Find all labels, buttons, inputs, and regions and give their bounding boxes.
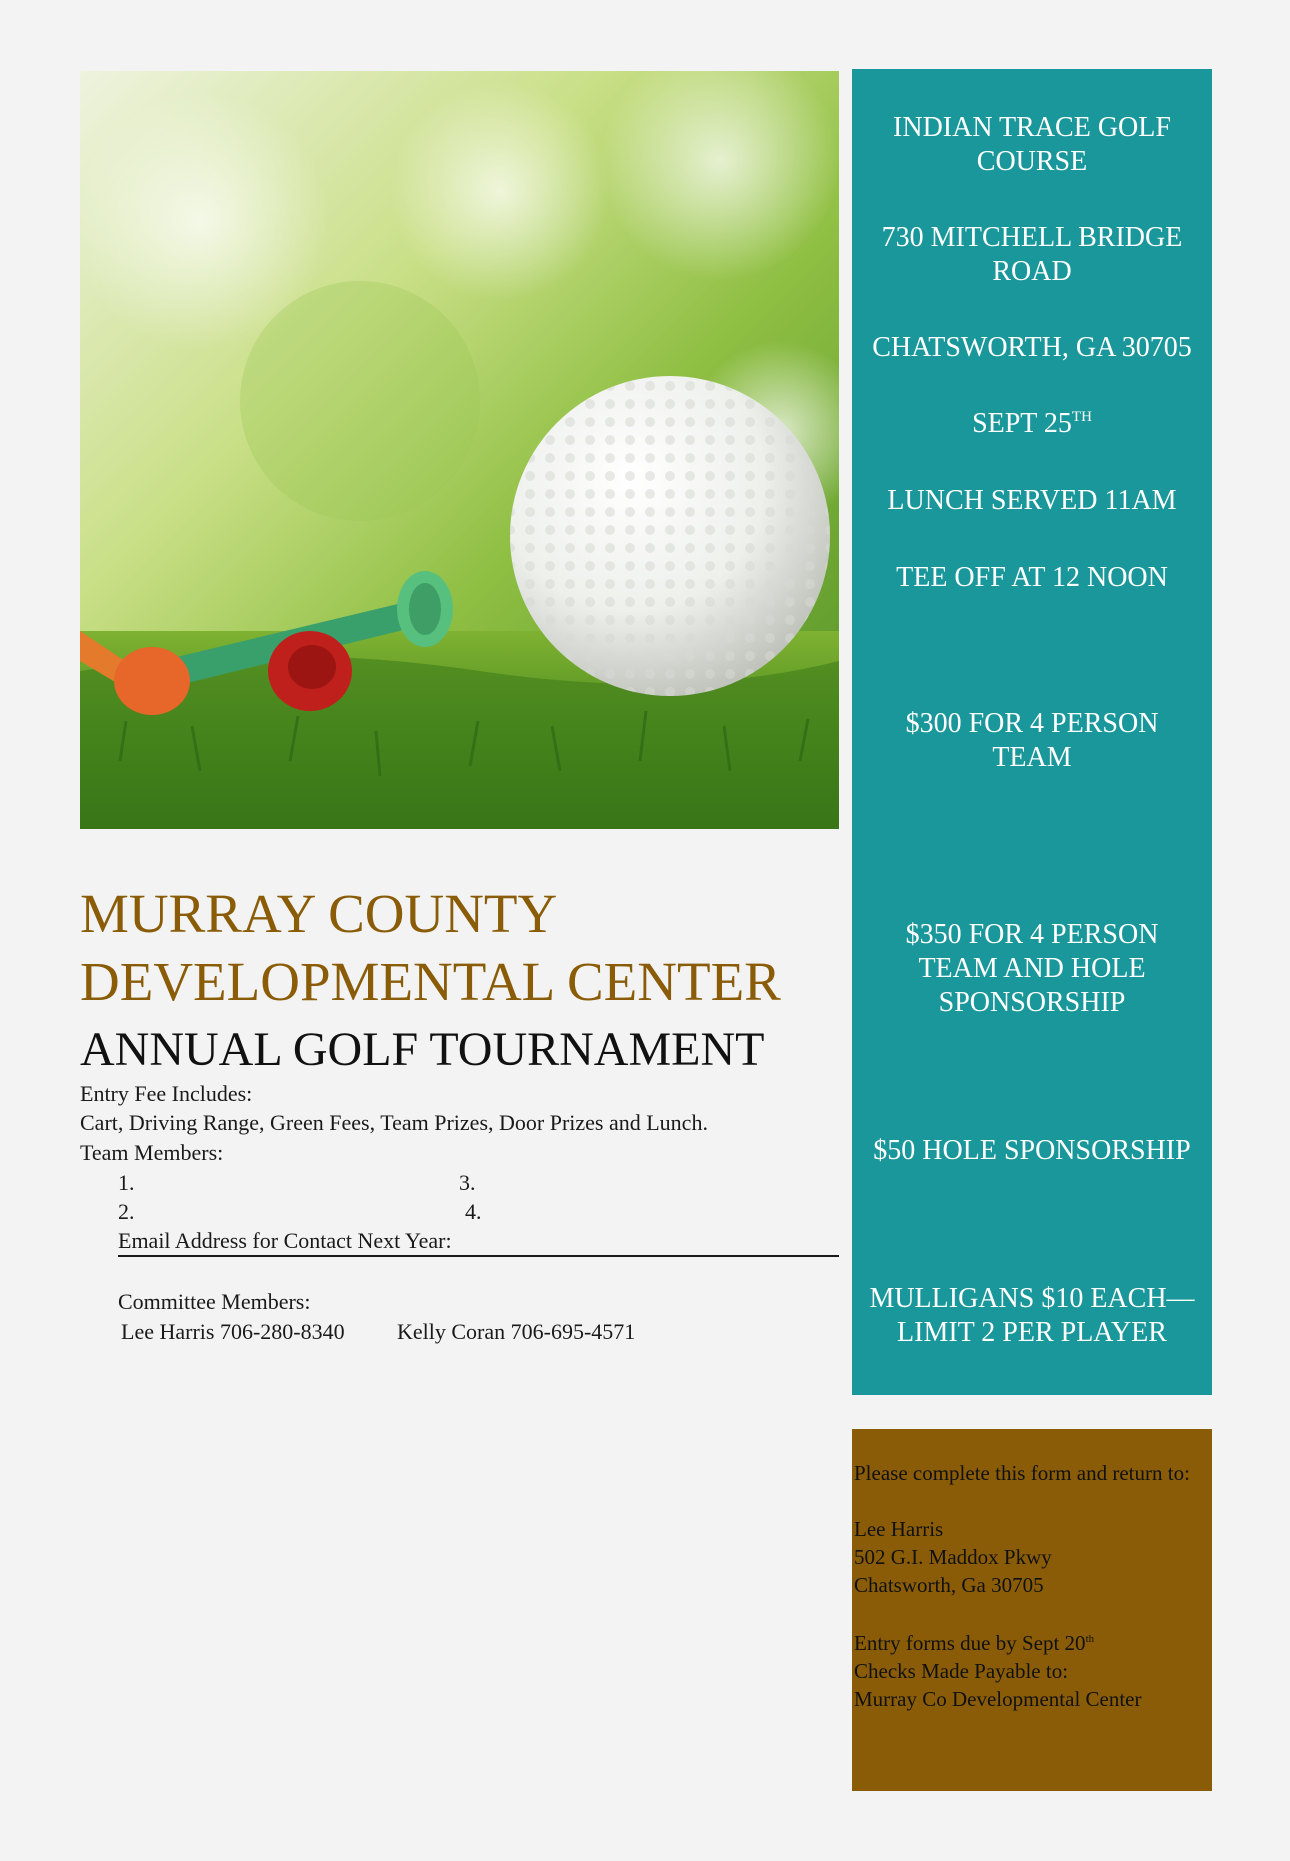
committee-label: Committee Members:: [118, 1289, 311, 1314]
email-underline: [118, 1255, 839, 1257]
committee-member-2: Kelly Coran 706-695-4571: [397, 1319, 636, 1344]
email-label: Email Address for Contact Next Year:: [118, 1228, 452, 1253]
return-city: Chatsworth, Ga 30705: [854, 1573, 1044, 1597]
entry-deadline: [852, 1629, 1212, 1657]
team-slot-3: 3.: [459, 1170, 476, 1195]
return-form-box: [852, 1429, 1212, 1791]
team-members-label: Team Members:: [80, 1140, 224, 1165]
event-date-suffix: TH: [1071, 409, 1092, 425]
entry-fee-label: Entry Fee Includes:: [80, 1081, 253, 1106]
entry-fee-items: Cart, Driving Range, Green Fees, Team Prizes, Door Prizes and Lunch.: [80, 1110, 708, 1135]
venue-city: CHATSWORTH, GA 30705: [872, 332, 1192, 363]
event-details-panel: [852, 69, 1212, 1395]
return-name: Lee Harris: [854, 1517, 944, 1541]
tee-off-time: TEE OFF AT 12 NOON: [896, 562, 1168, 593]
checks-payee: Murray Co Developmental Center: [854, 1687, 1142, 1711]
event-date: [852, 407, 1212, 441]
return-street: 502 G.I. Maddox Pkwy: [854, 1545, 1052, 1569]
entry-deadline-suffix: th: [1085, 1633, 1095, 1645]
price-hole-sponsorship: $50 HOLE SPONSORSHIP: [873, 1135, 1191, 1166]
team-slot-4: 4.: [465, 1199, 482, 1224]
golf-ball-on-tee-illustration: [80, 71, 839, 829]
event-title: ANNUAL GOLF TOURNAMENT: [80, 1023, 765, 1076]
return-intro: Please complete this form and return to:: [854, 1461, 1190, 1485]
venue-address: 730 MITCHELL BRIDGE ROAD: [881, 222, 1183, 287]
lunch-time: LUNCH SERVED 11AM: [887, 485, 1177, 516]
committee-member-1: Lee Harris 706-280-8340: [121, 1319, 345, 1344]
venue-name: INDIAN TRACE GOLF COURSE: [893, 112, 1171, 177]
entry-deadline-text: Entry forms due by Sept 20: [854, 1631, 1086, 1655]
mulligans-info: MULLIGANS $10 EACH—LIMIT 2 PER PLAYER: [869, 1283, 1195, 1348]
team-slot-2: 2.: [118, 1199, 135, 1224]
checks-label: Checks Made Payable to:: [854, 1659, 1069, 1683]
price-team-sponsorship: $350 FOR 4 PERSON TEAM AND HOLE SPONSORSHIP: [905, 919, 1159, 1018]
team-slot-1: 1.: [118, 1170, 135, 1195]
organization-title: MURRAY COUNTY DEVELOPMENTAL CENTER: [80, 883, 781, 1012]
golf-ball-photo: [80, 71, 839, 829]
event-date-text: SEPT 25: [972, 408, 1072, 439]
price-team: $300 FOR 4 PERSON TEAM: [905, 708, 1159, 773]
